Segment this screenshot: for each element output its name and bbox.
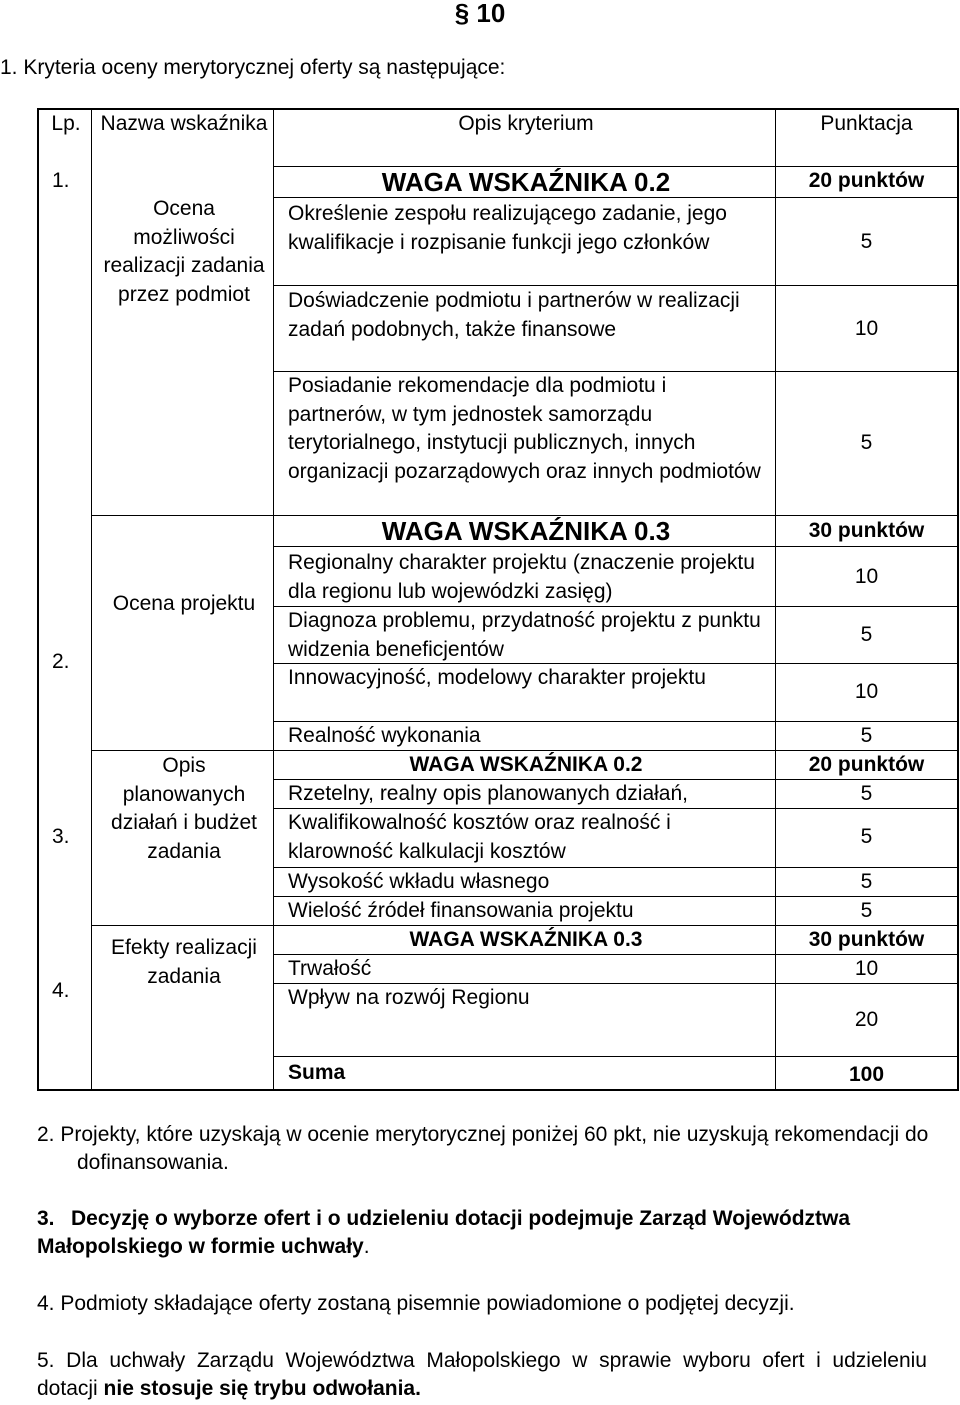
group-2-criterion-4-points: 5 [860,724,873,747]
col-sep-1 [91,108,92,1091]
group-4-lp: 4. [52,979,70,1002]
table-border-right [957,108,959,1091]
header-name: Nazwa wskaźnika [100,112,268,135]
group-2-lp: 2. [52,650,70,673]
group-3-criterion-3: Wysokość wkładu własnego [288,870,550,893]
header-desc: Opis kryterium [458,112,594,135]
group-3-weight: WAGA WSKAŹNIKA 0.2 [409,753,643,776]
group-1-lp: 1. [52,169,70,192]
group-2-name: Ocena projektu [112,592,256,615]
paragraph-5 [37,1347,927,1403]
group-1-weight: WAGA WSKAŹNIKA 0.2 [381,167,671,197]
paragraph-3-number: 3. [37,1207,55,1230]
paragraph-5-bold: nie stosuje się trybu odwołania. [103,1377,421,1400]
group-1-criterion-3-points: 5 [860,431,873,454]
group-2-weight: WAGA WSKAŹNIKA 0.3 [381,516,671,546]
group-4-criterion-2: Wpływ na rozwój Regionu [288,986,530,1009]
group-3-criterion-4: Wielość źródeł finansowania projektu [288,899,634,922]
group-1-name: Ocena możliwości realizacji zadania przez podmiot [103,197,265,306]
intro-text: 1. Kryteria oceny merytorycznej oferty są następujące: [0,56,506,79]
paragraph-5-text: 5. Dla uchwały Zarządu Województwa Małopolskiego w sprawie wyboru ofert i udzieleniu dotacji [37,1349,927,1400]
paragraph-3-bold: Decyzję o wyborze ofert i o udzieleniu dotacji podejmuje Zarząd Województwa Małopolskiego w formie uchwały [37,1207,851,1258]
group-1-criterion-3: Posiadanie rekomendacje dla podmiotu i partnerów, w tym jednostek samorządu terytorialnego, instytucji publicznych, innych organizacji pozarządowych oraz innych podmiotów [288,374,761,483]
group-1-criterion-1-points: 5 [860,230,873,253]
group-2-criterion-1: Regionalny charakter projektu (znaczenie projektu dla regionu lub wojewódzki zasięg) [288,551,755,603]
group-3-criterion-1: Rzetelny, realny opis planowanych działań, [288,782,689,805]
group-3-criterion-4-points: 5 [860,899,873,922]
group-4-criterion-1-points: 10 [854,957,879,980]
group-sep [91,515,273,516]
row-sep [273,285,959,286]
group-4-weight-points: 30 punktów [808,928,925,951]
group-3-criterion-2-points: 5 [860,825,873,848]
col-sep-2 [273,108,274,1091]
group-3-lp: 3. [52,825,70,848]
table-border-left [37,108,39,1091]
row-sep [273,546,959,547]
group-2-criterion-2: Diagnoza problemu, przydatność projektu z punktu widzenia beneficjentów [288,609,761,661]
group-3-name: Opis planowanych działań i budżet zadania [111,754,257,863]
group-2-criterion-3: Innowacyjność, modelowy charakter projektu [288,666,706,689]
group-2-criterion-4: Realność wykonania [288,724,481,747]
row-sep [273,197,959,198]
group-2-weight-points: 30 punktów [808,519,925,542]
group-2-criterion-2-points: 5 [860,623,873,646]
group-1-criterion-2-points: 10 [854,317,879,340]
group-1-weight-points: 20 punktów [808,169,925,192]
section-number: § 10 [454,0,506,28]
group-4-name: Efekty realizacji zadania [111,936,257,988]
paragraph-3-end: . [363,1235,370,1258]
paragraph-4: 4. Podmioty składające oferty zostaną pisemnie powiadomione o podjętej decyzji. [37,1292,795,1315]
group-2-criterion-1-points: 10 [854,565,879,588]
group-1-criterion-2: Doświadczenie podmiotu i partnerów w realizacji zadań podobnych, także finansowe [288,289,740,341]
group-4-criterion-1: Trwałość [288,957,372,980]
group-3-weight-points: 20 punktów [808,753,925,776]
sum-value: 100 [848,1063,885,1086]
paragraph-2: 2. Projekty, które uzyskają w ocenie merytorycznej poniżej 60 pkt, nie uzyskują rekomendacji do dofinansowania. [37,1123,929,1174]
row-sep [273,1056,959,1057]
group-2-criterion-3-points: 10 [854,680,879,703]
group-4-criterion-2-points: 20 [854,1008,879,1031]
group-sep [91,925,273,926]
group-3-criterion-3-points: 5 [860,870,873,893]
sum-label: Suma [288,1061,346,1084]
header-lp: Lp. [51,112,81,135]
group-sep [91,750,273,751]
group-1-criterion-1: Określenie zespołu realizującego zadanie, jego kwalifikacje i rozpisanie funkcji jego członków [288,202,727,254]
group-3-criterion-2: Kwalifikowalność kosztów oraz realność i klarowność kalkulacji kosztów [288,811,671,863]
paragraph-3 [37,1205,927,1261]
group-4-weight: WAGA WSKAŹNIKA 0.3 [409,928,643,951]
group-3-criterion-1-points: 5 [860,782,873,805]
header-points: Punktacja [820,112,913,135]
